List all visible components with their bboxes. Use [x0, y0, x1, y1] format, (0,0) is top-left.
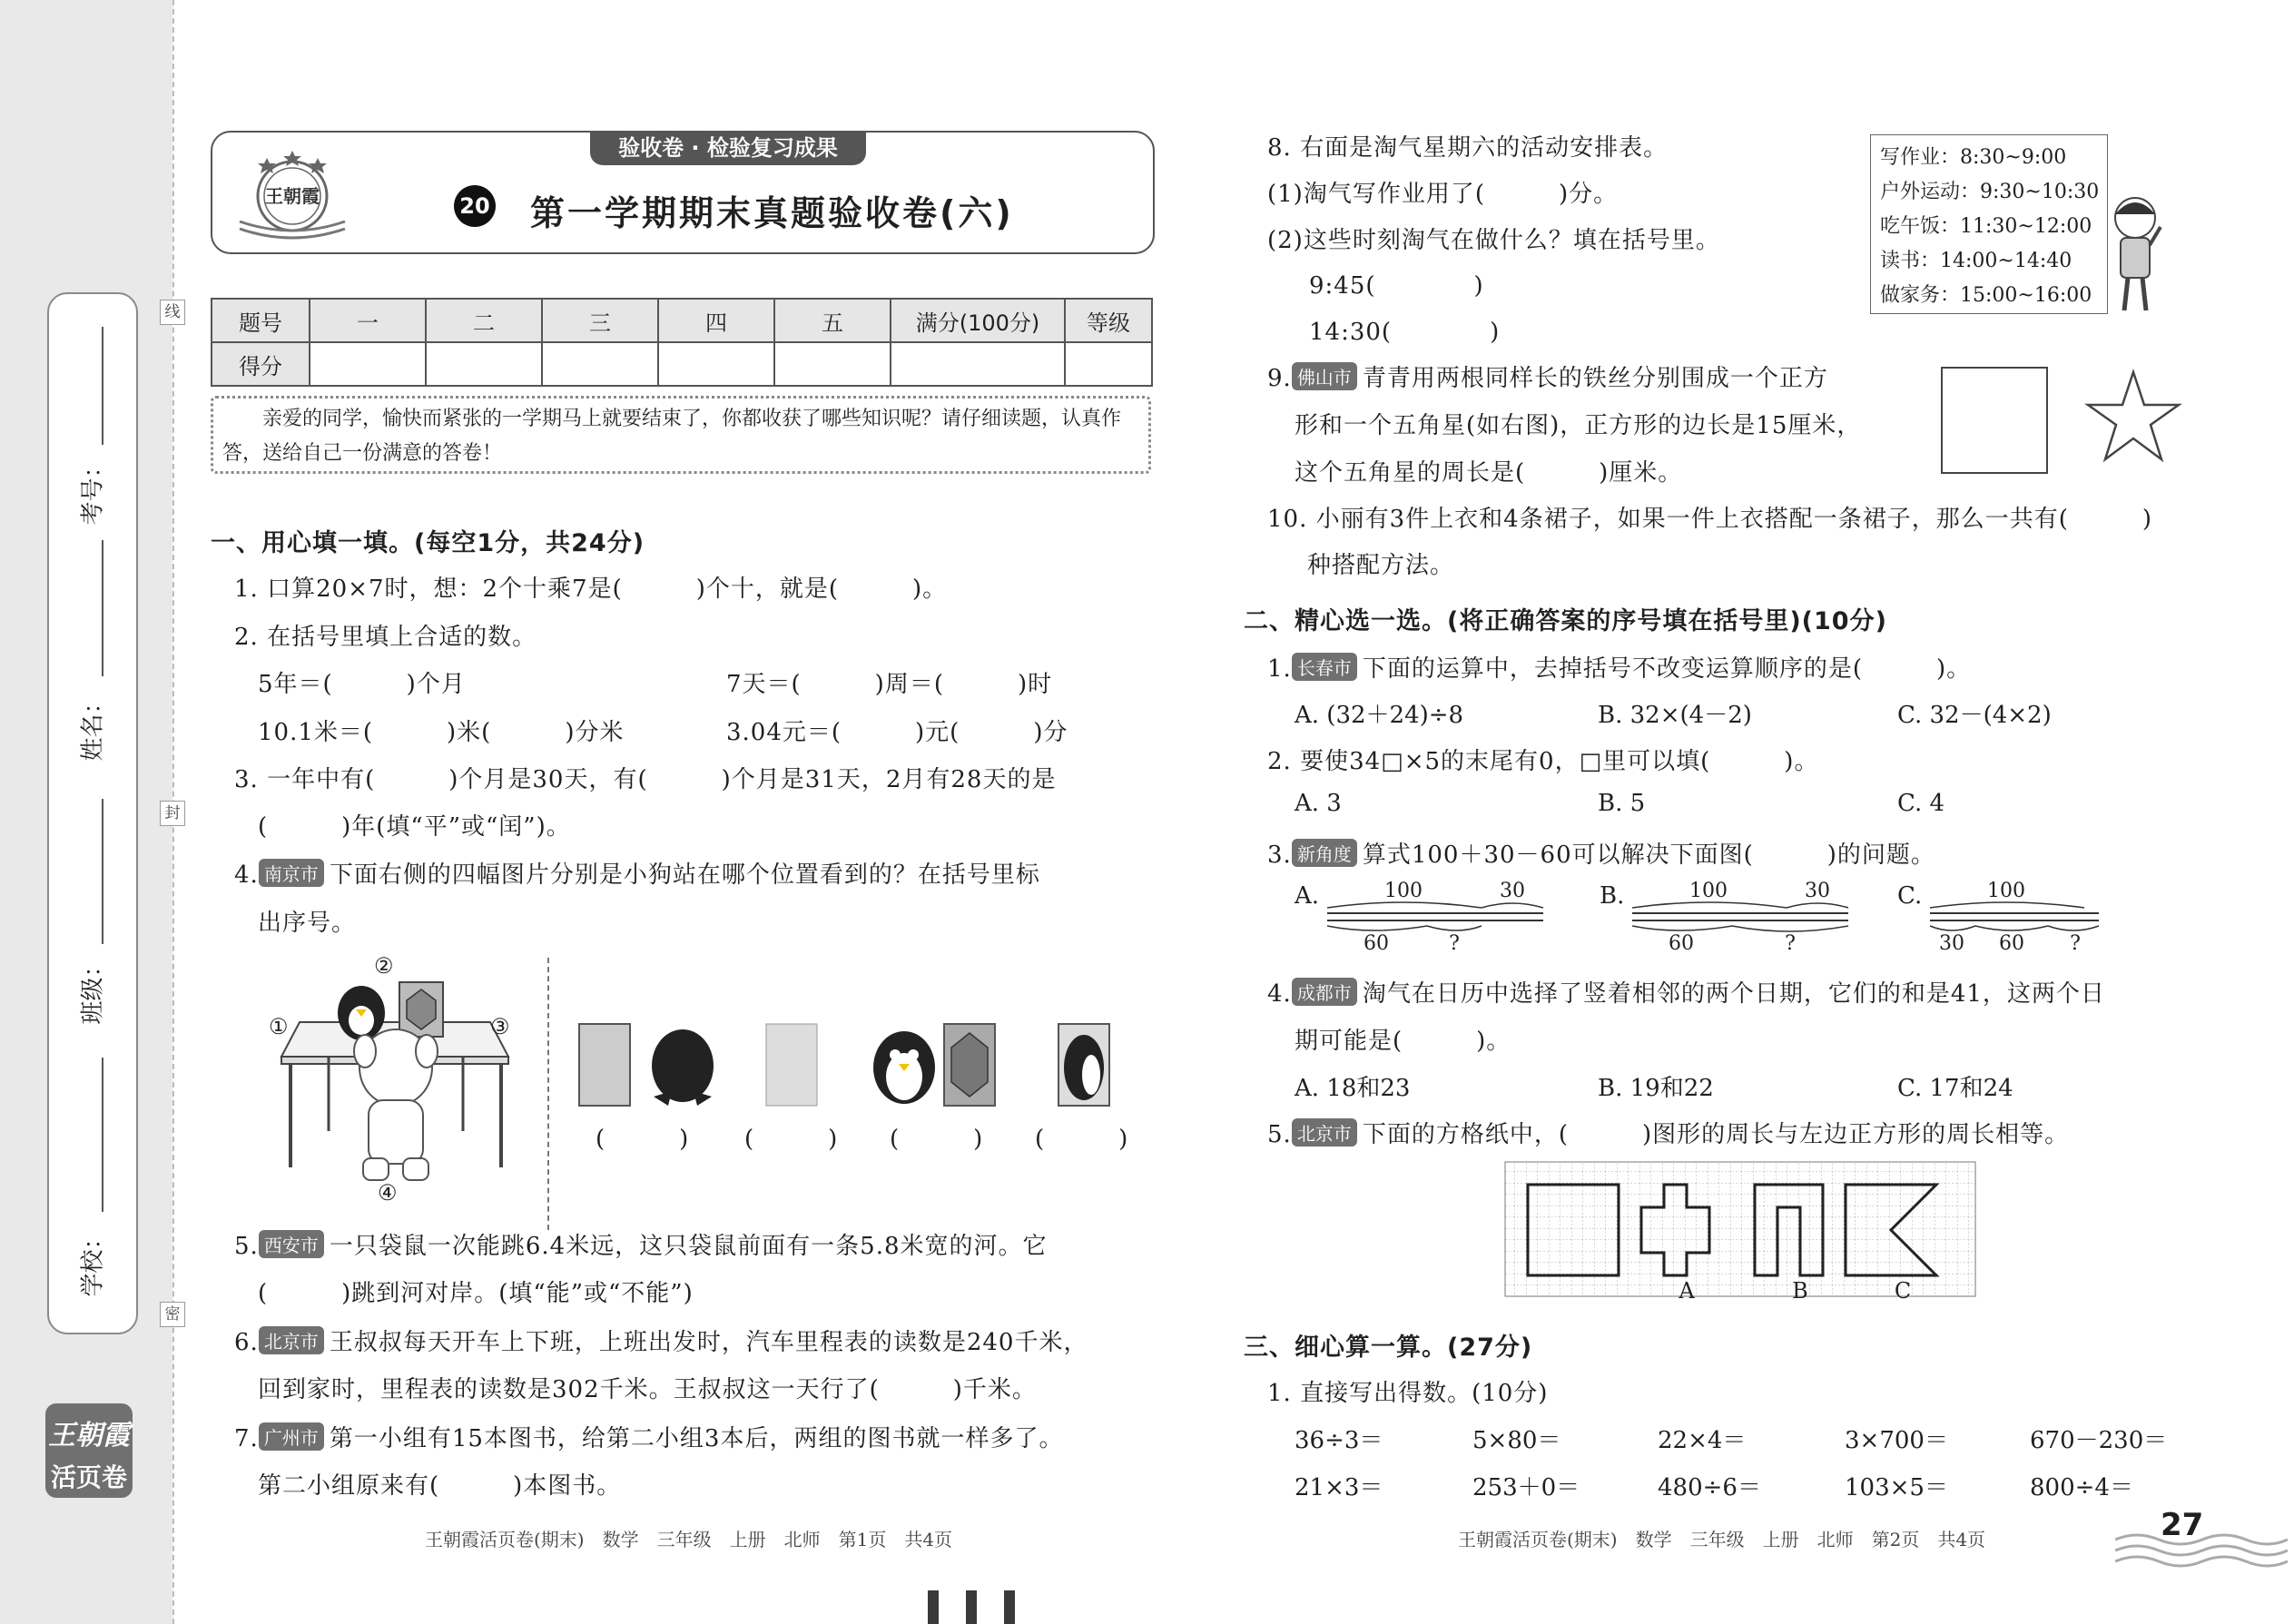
cut-mark-seal: 封	[160, 801, 185, 826]
section3-title: 三、细心算一算。(27分)	[1244, 1334, 1533, 1362]
dog-table-illustration	[263, 950, 536, 1207]
position-label-3: ③	[490, 1014, 511, 1039]
score-cell[interactable]	[310, 342, 426, 386]
position-label-4: ④	[378, 1180, 399, 1206]
segment-diagram-b	[1627, 879, 1854, 951]
schedule-item: 写作业：8:30~9:00	[1880, 146, 2067, 169]
q8-part1: (1)淘气写作业用了( )分。	[1267, 181, 1619, 208]
q5-number: 5.	[234, 1233, 259, 1260]
view-pictures	[577, 1020, 1113, 1111]
q9-line1: 青青用两根同样长的铁丝分别围成一个正方	[1362, 365, 1828, 392]
s2q2-option-b[interactable]: B. 5	[1598, 790, 1646, 817]
schedule-box	[1870, 134, 2108, 314]
answer-paren[interactable]: ( )	[596, 1126, 690, 1153]
name-field[interactable]	[102, 540, 103, 676]
position-label-2: ②	[374, 953, 395, 979]
q8-part2: (2)这些时刻淘气在做什么？填在括号里。	[1267, 227, 1720, 254]
score-row-label: 得分	[212, 342, 310, 386]
s2q3-question: 算式100＋30－60可以解决下面图( )的问题。	[1362, 842, 1935, 869]
diagram-c-bottom-3: ?	[2070, 932, 2081, 951]
s2q3-option-c[interactable]: C.	[1897, 882, 1923, 910]
calc-item: 5×80＝	[1472, 1427, 1561, 1454]
schedule-item: 户外运动：9:30~10:30	[1880, 181, 2100, 203]
shape-label-b: B	[1792, 1278, 1808, 1302]
calc-item: 103×5＝	[1845, 1474, 1948, 1501]
score-header-cell: 一	[310, 299, 426, 342]
publisher-logo-icon	[231, 145, 354, 240]
score-table-score-row	[212, 342, 1152, 386]
diagram-a-bottom-1: 60	[1364, 932, 1389, 951]
calc-item: 22×4＝	[1658, 1427, 1747, 1454]
shape-label-c: C	[1894, 1278, 1912, 1302]
s2q4-option-b[interactable]: B. 19和22	[1598, 1075, 1714, 1102]
q7-number: 7.	[234, 1425, 259, 1452]
q2-text: 2. 在括号里填上合适的数。	[234, 624, 537, 651]
score-table	[211, 298, 1153, 387]
print-mark	[966, 1590, 977, 1624]
intro-text: 亲爱的同学，愉快而紧张的一学期马上就要结束了，你都收获了哪些知识呢？请仔细读题，认真作答，送给自己一份满意的答卷！	[222, 408, 1122, 465]
s2q4-option-c[interactable]: C. 17和24	[1897, 1075, 2013, 1102]
header-tag: 验收卷 · 检验复习成果	[590, 131, 866, 165]
city-tag: 广州市	[259, 1422, 324, 1451]
s2q1-question: 下面的运算中，去掉括号不改变运算顺序的是( )。	[1362, 655, 1972, 683]
s2q2-option-a[interactable]: A. 3	[1295, 790, 1342, 817]
s2q2-text: 2. 要使34□×5的末尾有0，□里可以填( )。	[1267, 748, 1819, 775]
name-label: 姓名：	[79, 690, 107, 762]
diagram-a-top-1: 100	[1384, 880, 1423, 902]
q2-item: 7天＝( )周＝( )时	[726, 671, 1053, 698]
q7-line1: 第一小组有15本图书，给第二小组3本后，两组的图书就一样多了。	[329, 1425, 1064, 1452]
segment-diagram-a	[1322, 879, 1549, 951]
q4-number: 4.	[234, 861, 259, 889]
s2q1-number: 1.	[1267, 655, 1292, 683]
q4-text	[234, 856, 1040, 890]
q4-text: 出序号。	[258, 910, 357, 937]
view-picture-b	[652, 1029, 714, 1106]
city-tag: 新角度	[1292, 839, 1357, 867]
section1-title: 一、用心填一填。(每空1分，共24分)	[211, 529, 645, 557]
s2q4-line2: 期可能是( )。	[1295, 1028, 1511, 1055]
q9-number: 9.	[1267, 365, 1292, 392]
view-picture-d	[873, 1024, 995, 1106]
q2-item: 10.1米＝( )米( )分米	[258, 719, 625, 746]
s2q3-option-b[interactable]: B.	[1600, 882, 1625, 910]
student-info-card	[47, 292, 138, 1334]
s2q3-text	[1267, 836, 1935, 870]
s2q5-question: 下面的方格纸中，( )图形的周长与左边正方形的周长相等。	[1362, 1121, 2070, 1148]
q10-line2: 种搭配方法。	[1307, 552, 1455, 579]
q5-line2: ( )跳到河对岸。(填“能”或“不能”)	[258, 1280, 694, 1307]
brand-badge	[45, 1403, 133, 1498]
score-header-cell: 题号	[212, 299, 310, 342]
divider	[547, 958, 549, 1230]
cut-mark-line: 线	[160, 300, 185, 325]
score-header-cell: 五	[774, 299, 891, 342]
q7-line2: 第二小组原来有( )本图书。	[258, 1472, 622, 1500]
q5-text	[234, 1227, 1048, 1261]
s2q4-text	[1267, 975, 2105, 1009]
diagram-c-bottom-2: 60	[1999, 932, 2024, 951]
s2q4-number: 4.	[1267, 980, 1292, 1008]
score-cell[interactable]	[542, 342, 658, 386]
q4-text-main: 下面右侧的四幅图片分别是小狗站在哪个位置看到的？在括号里标	[329, 861, 1040, 889]
cut-mark-secret: 密	[160, 1302, 185, 1327]
brand-line2: 活页卷	[50, 1462, 127, 1492]
diagram-b-top-1: 100	[1689, 880, 1728, 902]
score-cell[interactable]	[774, 342, 891, 386]
star-shape-icon	[2084, 369, 2182, 463]
score-header-cell: 二	[426, 299, 542, 342]
q6-line2: 回到家时，里程表的读数是302千米。王叔叔这一天行了( )千米。	[258, 1376, 1037, 1403]
calc-item: 3×700＝	[1845, 1427, 1948, 1454]
score-cell[interactable]	[1065, 342, 1152, 386]
footer-left: 王朝霞活页卷(期末) 数学 三年级 上册 北师 第1页 共4页	[425, 1529, 953, 1550]
square-shape	[1941, 367, 2048, 474]
s2q1-option-b[interactable]: B. 32×(4－2)	[1598, 702, 1752, 729]
score-table-header-row	[212, 299, 1152, 342]
class-label: 班级：	[79, 953, 107, 1025]
q9-text	[1267, 359, 1828, 393]
q2-item: 5年＝( )个月	[258, 671, 466, 698]
q8-time2: 14:30( )	[1309, 319, 1501, 346]
print-mark	[928, 1590, 939, 1624]
diagram-a-bottom-2: ?	[1449, 932, 1460, 951]
calc-item: 21×3＝	[1295, 1474, 1383, 1501]
answer-paren[interactable]: ( )	[744, 1126, 839, 1153]
page-number: 27	[2161, 1507, 2204, 1543]
city-tag: 成都市	[1292, 978, 1357, 1006]
city-tag: 北京市	[259, 1326, 324, 1354]
class-field[interactable]	[102, 799, 103, 944]
view-picture-e	[1058, 1024, 1109, 1106]
diagram-b-bottom-2: ?	[1785, 932, 1796, 951]
s2q3-option-a[interactable]: A.	[1295, 882, 1320, 910]
paper-title: 第一学期期末真题验收卷(六)	[530, 193, 1014, 233]
answer-paren[interactable]: ( )	[890, 1126, 984, 1153]
q3-text: 3. 一年中有( )个月是30天，有( )个月是31天，2月有28天的是	[234, 766, 1057, 793]
score-cell[interactable]	[658, 342, 774, 386]
schedule-item: 读书：14:00~14:40	[1880, 250, 2072, 272]
calc-item: 670－230＝	[2030, 1427, 2168, 1454]
schedule-item: 吃午饭：11:30~12:00	[1880, 215, 2092, 238]
calc-item: 800÷4＝	[2030, 1474, 2133, 1501]
score-header-cell: 三	[542, 299, 658, 342]
s2q4-option-a[interactable]: A. 18和23	[1295, 1075, 1411, 1102]
q10-line1: 10. 小丽有3件上衣和4条裙子，如果一件上衣搭配一条裙子，那么一共有( )	[1267, 506, 2152, 533]
q8-title: 8. 右面是淘气星期六的活动安排表。	[1267, 134, 1669, 162]
boy-icon	[2104, 191, 2168, 318]
paper-header	[211, 131, 1155, 254]
s2q4-line1: 淘气在日历中选择了竖着相邻的两个日期，它们的和是41，这两个日	[1362, 980, 2105, 1008]
shape-label-a: A	[1679, 1278, 1695, 1302]
position-label-1: ①	[269, 1014, 290, 1039]
score-cell[interactable]	[426, 342, 542, 386]
diagram-a-top-2: 30	[1500, 880, 1525, 902]
score-header-cell: 等级	[1065, 299, 1152, 342]
q9-line3: 这个五角星的周长是( )厘米。	[1295, 459, 1683, 487]
q1-text: 1. 口算20×7时，想：2个十乘7是( )个十，就是( )。	[234, 576, 948, 603]
logo-text: 王朝霞	[265, 185, 320, 207]
s2q1-option-a[interactable]: A. (32＋24)÷8	[1295, 702, 1464, 729]
q6-text	[234, 1324, 1088, 1357]
exam-no-field[interactable]	[102, 327, 103, 445]
exam-no-label: 考号：	[79, 454, 107, 526]
city-tag: 西安市	[259, 1230, 324, 1258]
brand-line1: 王朝霞	[48, 1420, 130, 1452]
q3-text: ( )年(填“平”或“闰”)。	[258, 813, 571, 841]
school-field[interactable]	[102, 1058, 103, 1212]
calc-item: 253＋0＝	[1472, 1474, 1580, 1501]
q5-line1: 一只袋鼠一次能跳6.4米远，这只袋鼠前面有一条5.8米宽的河。它	[329, 1233, 1048, 1260]
diagram-b-bottom-1: 60	[1669, 932, 1694, 951]
q9-line2: 形和一个五角星(如右图)，正方形的边长是15厘米，	[1295, 412, 1862, 439]
city-tag: 北京市	[1292, 1118, 1357, 1147]
diagram-b-top-2: 30	[1805, 880, 1830, 902]
print-mark	[1004, 1590, 1015, 1624]
diagram-c-top-1: 100	[1987, 880, 2025, 902]
calc-item: 480÷6＝	[1658, 1474, 1761, 1501]
q8-time1: 9:45( )	[1309, 272, 1484, 300]
view-picture-a	[579, 1024, 630, 1106]
s3q1-text: 1. 直接写出得数。(10分)	[1267, 1380, 1549, 1407]
answer-paren[interactable]: ( )	[1035, 1126, 1129, 1153]
section2-title: 二、精心选一选。(将正确答案的序号填在括号里)(10分)	[1244, 607, 1887, 635]
s2q1-text	[1267, 650, 1971, 684]
s2q5-number: 5.	[1267, 1121, 1292, 1148]
schedule-item: 做家务：15:00~16:00	[1880, 284, 2092, 307]
q6-line1: 王叔叔每天开车上下班，上班出发时，汽车里程表的读数是240千米，	[329, 1329, 1088, 1356]
s2q2-option-c[interactable]: C. 4	[1897, 790, 1945, 817]
footer-right: 王朝霞活页卷(期末) 数学 三年级 上册 北师 第2页 共4页	[1458, 1529, 1986, 1550]
s2q3-number: 3.	[1267, 842, 1292, 869]
calc-item: 36÷3＝	[1295, 1427, 1383, 1454]
q2-item: 3.04元＝( )元( )分	[726, 719, 1068, 746]
score-cell[interactable]	[891, 342, 1065, 386]
q6-number: 6.	[234, 1329, 259, 1356]
q7-text	[234, 1420, 1063, 1453]
intro-note	[211, 396, 1151, 474]
s2q1-option-c[interactable]: C. 32－(4×2)	[1897, 702, 2052, 729]
city-tag: 南京市	[259, 859, 324, 887]
grid-figure	[1503, 1160, 1979, 1302]
score-header-cell: 满分(100分)	[891, 299, 1065, 342]
paper-number: 20	[454, 185, 496, 227]
score-header-cell: 四	[658, 299, 774, 342]
wave-decoration-icon	[2115, 1525, 2288, 1570]
school-label: 学校：	[79, 1225, 107, 1297]
s2q5-text	[1267, 1116, 2069, 1149]
diagram-c-bottom-1: 30	[1939, 932, 1964, 951]
view-picture-c	[766, 1024, 817, 1106]
city-tag: 长春市	[1292, 653, 1357, 681]
segment-diagram-c	[1925, 879, 2106, 951]
city-tag: 佛山市	[1292, 362, 1357, 390]
